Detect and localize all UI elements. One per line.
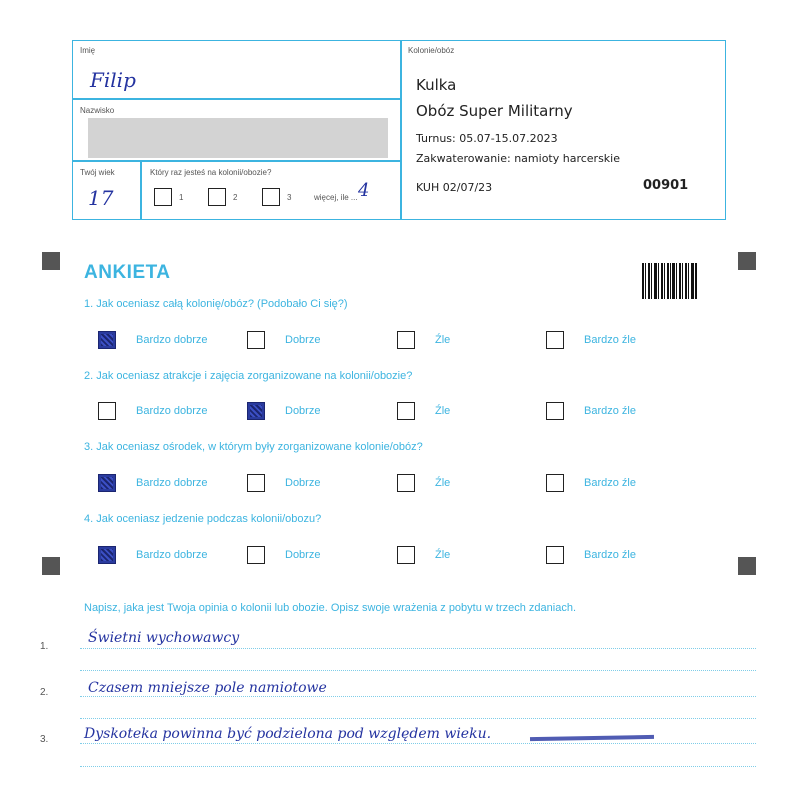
times-option-label: 2 xyxy=(233,193,238,202)
rating-checkbox[interactable] xyxy=(98,546,116,564)
header-divider xyxy=(400,40,402,220)
rating-option-label: Bardzo dobrze xyxy=(136,477,208,489)
rating-option-label: Dobrze xyxy=(285,549,321,561)
registration-marker xyxy=(42,252,60,270)
writing-line xyxy=(80,743,756,744)
rating-checkbox[interactable] xyxy=(546,474,564,492)
line-number: 3. xyxy=(40,734,49,745)
redacted-last-name xyxy=(88,118,388,158)
rating-option-label: Źle xyxy=(435,549,451,561)
rating-option-label: Dobrze xyxy=(285,405,321,417)
rating-checkbox[interactable] xyxy=(397,402,415,420)
rating-checkbox[interactable] xyxy=(546,546,564,564)
times-checkbox-2[interactable] xyxy=(208,188,226,206)
question-text: 4. Jak oceniasz jedzenie podczas kolonii/obozu? xyxy=(84,513,322,525)
rating-option-label: Bardzo dobrze xyxy=(136,549,208,561)
question-text: 1. Jak oceniasz całą kolonię/obóz? (Podobało Ci się?) xyxy=(84,298,348,310)
rating-option-label: Dobrze xyxy=(285,334,321,346)
barcode-icon xyxy=(642,263,698,299)
writing-line xyxy=(80,696,756,697)
more-label: więcej, ile ... xyxy=(314,193,358,202)
first-name-label: Imię xyxy=(80,46,96,55)
rating-option-label: Źle xyxy=(435,334,451,346)
writing-line xyxy=(80,670,756,671)
rating-option-label: Bardzo źle xyxy=(584,405,636,417)
rating-checkbox[interactable] xyxy=(98,474,116,492)
times-label: Który raz jesteś na kolonii/obozie? xyxy=(150,168,272,177)
first-name-value[interactable]: Filip xyxy=(90,68,136,92)
rating-checkbox[interactable] xyxy=(247,402,265,420)
rating-checkbox[interactable] xyxy=(397,546,415,564)
survey-title: ANKIETA xyxy=(84,262,171,283)
rating-option-label: Bardzo źle xyxy=(584,549,636,561)
rating-checkbox[interactable] xyxy=(397,474,415,492)
line-number: 2. xyxy=(40,687,49,698)
times-checkbox-3[interactable] xyxy=(262,188,280,206)
times-option-label: 1 xyxy=(179,193,184,202)
turnus-text: Turnus: 05.07-15.07.2023 xyxy=(416,132,558,145)
rating-checkbox[interactable] xyxy=(247,331,265,349)
rating-checkbox[interactable] xyxy=(247,546,265,564)
opinion-line-2[interactable]: Czasem mniejsze pole namiotowe xyxy=(88,680,327,696)
rating-checkbox[interactable] xyxy=(397,331,415,349)
writing-line xyxy=(80,766,756,767)
times-option-label: 3 xyxy=(287,193,292,202)
camp-name: Kulka xyxy=(416,76,457,94)
rating-option-label: Źle xyxy=(435,477,451,489)
age-value[interactable]: 17 xyxy=(88,186,114,210)
rating-checkbox[interactable] xyxy=(98,331,116,349)
writing-line xyxy=(80,718,756,719)
rating-checkbox[interactable] xyxy=(546,331,564,349)
crossed-out-scribble xyxy=(530,735,654,741)
registration-marker xyxy=(738,252,756,270)
header-divider xyxy=(72,98,400,100)
registration-marker xyxy=(42,557,60,575)
header-divider xyxy=(72,160,400,162)
line-number: 1. xyxy=(40,641,49,652)
question-text: 3. Jak oceniasz ośrodek, w którym były zorganizowane kolonie/obóz? xyxy=(84,441,423,453)
rating-checkbox[interactable] xyxy=(247,474,265,492)
opinion-line-3[interactable]: Dyskoteka powinna być podzielona pod względem wieku. xyxy=(84,726,492,742)
question-text: 2. Jak oceniasz atrakcje i zajęcia zorganizowane na kolonii/obozie? xyxy=(84,370,413,382)
header-divider xyxy=(140,160,142,220)
registration-marker xyxy=(738,557,756,575)
accommodation-text: Zakwaterowanie: namioty harcerskie xyxy=(416,152,620,165)
rating-option-label: Źle xyxy=(435,405,451,417)
last-name-label: Nazwisko xyxy=(80,106,115,115)
more-value[interactable]: 4 xyxy=(358,180,370,201)
opinion-prompt: Napisz, jaka jest Twoja opinia o kolonii lub obozie. Opisz swoje wrażenia z pobytu w trzech zdaniach. xyxy=(84,602,576,614)
rating-checkbox[interactable] xyxy=(98,402,116,420)
rating-checkbox[interactable] xyxy=(546,402,564,420)
rating-option-label: Bardzo dobrze xyxy=(136,334,208,346)
opinion-line-1[interactable]: Świetni wychowawcy xyxy=(88,630,240,646)
rating-option-label: Bardzo źle xyxy=(584,334,636,346)
age-label: Twój wiek xyxy=(80,168,115,177)
rating-option-label: Bardzo źle xyxy=(584,477,636,489)
camp-label: Kolonie/obóz xyxy=(408,46,455,55)
camp-title: Obóz Super Militarny xyxy=(416,102,573,120)
rating-option-label: Bardzo dobrze xyxy=(136,405,208,417)
rating-option-label: Dobrze xyxy=(285,477,321,489)
camp-code: KUH 02/07/23 xyxy=(416,181,493,194)
writing-line xyxy=(80,648,756,649)
times-checkbox-1[interactable] xyxy=(154,188,172,206)
form-number: 00901 xyxy=(643,178,689,193)
